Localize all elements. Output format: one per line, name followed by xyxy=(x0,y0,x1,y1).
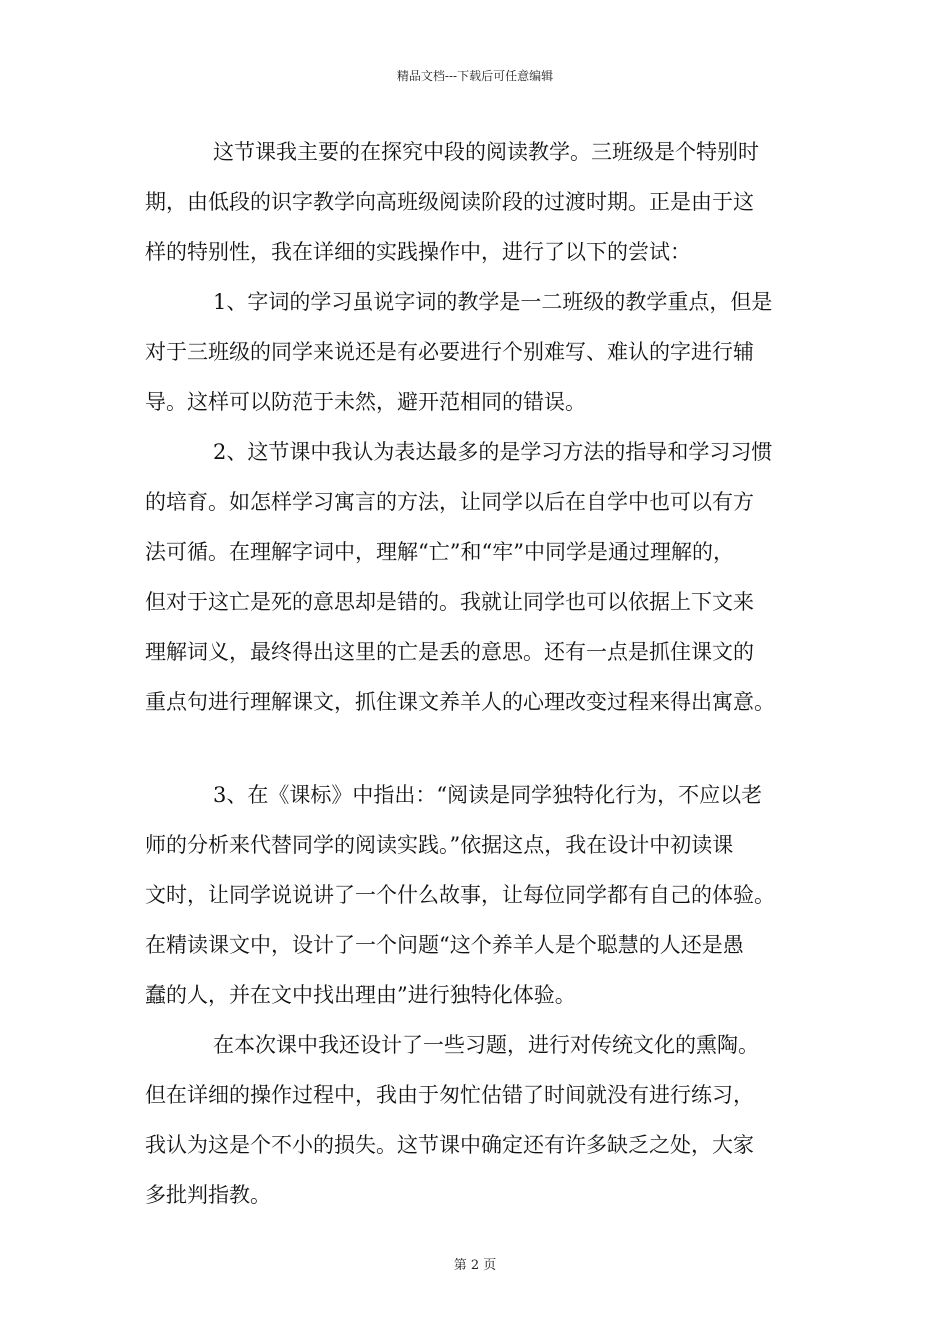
paragraph-2-line-2: 对于三班级的同学来说还是有必要进行个别难写、难认的字进行辅 xyxy=(145,340,754,364)
paragraph-4-line-5: 蠢的人，并在文中找出理由”进行独特化体验。 xyxy=(145,983,576,1007)
document-body xyxy=(145,136,835,1229)
paragraph-5-line-2: 但在详细的操作过程中，我由于匆忙估错了时间就没有进行练习， xyxy=(145,1083,754,1107)
paragraph-1-line-3: 样的特别性，我在详细的实践操作中，进行了以下的尝试： xyxy=(145,240,691,264)
paragraph-3-line-1: 2、这节课中我认为表达最多的是学习方法的指导和学习习惯 xyxy=(213,440,773,464)
paragraph-4-line-3: 文时，让同学说说讲了一个什么故事，让每位同学都有自己的体验。 xyxy=(145,883,775,907)
paragraph-1-line-2: 期，由低段的识字教学向高班级阅读阶段的过渡时期。正是由于这 xyxy=(145,190,754,214)
paragraph-gap xyxy=(145,736,835,779)
paragraph-3-line-6: 重点句进行理解课文，抓住课文养羊人的心理改变过程来得出寓意。 xyxy=(145,690,775,714)
paragraph-2-line-3: 导。这样可以防范于未然，避开范相同的错误。 xyxy=(145,390,586,414)
page-header: 精品文档---下载后可任意编辑 xyxy=(396,69,554,83)
paragraph-3-line-3: 法可循。在理解字词中，理解“亡”和“牢”中同学是通过理解的， xyxy=(145,540,734,564)
paragraph-3-line-2: 的培育。如怎样学习寓言的方法，让同学以后在自学中也可以有方 xyxy=(145,490,754,514)
paragraph-4-line-4: 在精读课文中，设计了一个问题“这个养羊人是个聪慧的人还是愚 xyxy=(145,933,744,957)
paragraph-5-line-1: 在本次课中我还设计了一些习题，进行对传统文化的熏陶。 xyxy=(213,1033,759,1057)
paragraph-5-line-3: 我认为这是个不小的损失。这节课中确定还有许多缺乏之处，大家 xyxy=(145,1133,754,1157)
paragraph-4-line-2: 师的分析来代替同学的阅读实践。”依据这点，我在设计中初读课 xyxy=(145,833,734,857)
paragraph-4-line-1: 3、在《课标》中指出：“阅读是同学独特化行为，不应以老 xyxy=(213,783,763,807)
paragraph-3-line-4: 但对于这亡是死的意思却是错的。我就让同学也可以依据上下文来 xyxy=(145,590,754,614)
paragraph-5-line-4: 多批判指教。 xyxy=(145,1183,271,1207)
page-number: 第 2 页 xyxy=(453,1258,497,1273)
paragraph-2-line-1: 1、字词的学习虽说字词的教学是一二班级的教学重点，但是 xyxy=(213,290,773,314)
paragraph-1-line-1: 这节课我主要的在探究中段的阅读教学。三班级是个特别时 xyxy=(213,140,759,164)
paragraph-3-line-5: 理解词义，最终得出这里的亡是丢的意思。还有一点是抓住课文的 xyxy=(145,640,754,664)
